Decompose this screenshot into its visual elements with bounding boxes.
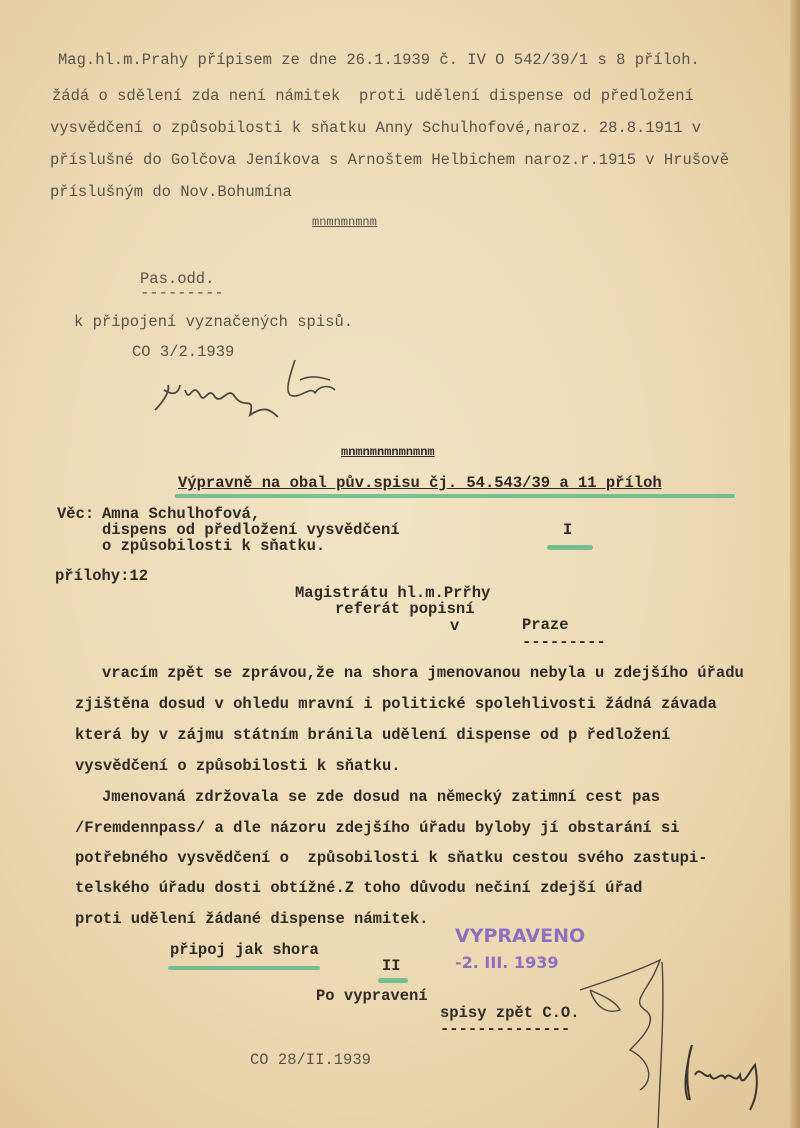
highlight-underline <box>175 494 735 498</box>
body-line: Jmenovaná zdržovala se zde dosud na německý zatimní cest pas <box>102 788 661 806</box>
recipient-rule: --------- <box>522 633 606 651</box>
body-line: která by v zájmu státním bránila udělení dispense od p ředložení <box>75 726 671 744</box>
subject-line: o způsobilosti k sňatku. <box>102 537 326 555</box>
routing-date: CO 3/2.1939 <box>132 343 235 361</box>
dispatch-stamp: VYPRAVENO <box>455 925 586 947</box>
highlight-mark <box>547 545 593 550</box>
recipient-v: v <box>450 617 460 635</box>
separator: mnmnmnmnmnmnm <box>341 445 435 459</box>
request-line: příslušným do Nov.Bohumína <box>50 183 292 201</box>
attachments: přílohy:12 <box>55 567 149 585</box>
subject-label: Věc: <box>57 505 95 523</box>
subject-line: dispens od předložení vysvědčení <box>102 521 400 539</box>
files-rule: -------------- <box>440 1020 571 1038</box>
section-two: II <box>382 957 401 975</box>
highlight-underline <box>168 966 320 970</box>
highlight-mark <box>378 978 408 983</box>
section-one: I <box>563 521 573 539</box>
dispatch-heading: Výpravně na obal pův.spisu čj. 54.543/39 a 11 příloh <box>178 474 662 492</box>
after-dispatch: Po vypravení <box>316 987 428 1005</box>
signature-image <box>570 950 770 1128</box>
body-line: potřebného vysvědčení o způsobilosti k sňatku cestou svého zastupi- <box>75 849 708 867</box>
body-line: proti udělení žádané dispense námitek. <box>75 910 429 928</box>
attach-note: připoj jak shora <box>170 941 319 959</box>
body-line: vysvědčení o způsobilosti k sňatku. <box>75 757 401 775</box>
paper-edge <box>790 0 800 1128</box>
department-rule: --------- <box>140 284 224 302</box>
body-line: zjištěna dosud v ohledu mravní i politické spolehlivosti žádná závada <box>75 695 717 713</box>
recipient-city: Praze <box>522 616 569 634</box>
recipient-line: referát popisní <box>335 600 475 618</box>
final-date: CO 28/II.1939 <box>250 1051 371 1069</box>
body-line: vracím zpět se zprávou,že na shora jmenovanou nebyla u zdejšího úřadu <box>102 664 744 682</box>
body-line: telského úřadu dosti obtížné.Z toho důvodu nečiní zdejší úřad <box>75 879 643 897</box>
dispatch-stamp-date: -2. III. 1939 <box>455 953 559 972</box>
request-line: Mag.hl.m.Prahy přípisem ze dne 26.1.1939 č. IV O 542/39/1 s 8 příloh. <box>58 51 700 69</box>
department: Pas.odd. <box>140 270 215 288</box>
request-line: vysvědčení o způsobilosti k sňatku Anny Schulhofové,naroz. 28.8.1911 v <box>50 119 702 137</box>
routing-instruction: k připojení vyznačených spisů. <box>74 313 354 331</box>
subject-line: Amna Schulhofová, <box>102 505 261 523</box>
body-line: /Fremdennpass/ a dle názoru zdejšího úřadu byloby jí obstarání si <box>75 819 680 837</box>
signature-image <box>150 355 350 425</box>
recipient-line: Magistrátu hl.m.Prřhy <box>295 584 491 602</box>
request-line: žádá o sdělení zda není námitek proti udělení dispense od předložení <box>52 87 694 105</box>
request-line: příslušné do Golčova Jeníkova s Arnoštem Helbichem naroz.r.1915 v Hrušově <box>50 151 730 169</box>
files-back: spisy zpět C.O. <box>440 1004 580 1022</box>
separator: mnmnmnmnm <box>312 215 377 229</box>
